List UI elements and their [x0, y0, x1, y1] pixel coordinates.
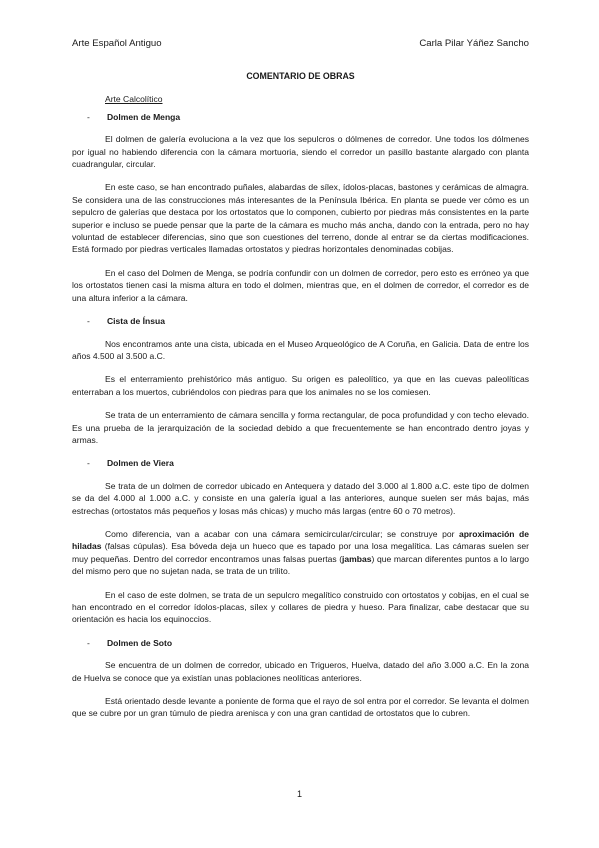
document-body — [72, 70, 529, 729]
header-author: Carla Pilar Yáñez Sancho — [419, 38, 529, 49]
text-run: (falsas cúpulas). Esa bóveda deja un hueco que es tapado por una losa megalítica. Las cámaras suelen ser muy pequeñas. Dentro del corredor encontramos unas falsas puertas ( — [72, 541, 529, 564]
paragraph: Nos encontramos ante una cista, ubicada en el Museo Arqueológico de A Coruña, en Galicia. Data de entre los años 4.500 al 3.500 a.C. — [72, 338, 529, 361]
section-subtitle: Arte Calcolítico — [105, 94, 163, 105]
paragraph: En el caso de este dolmen, se trata de un sepulcro megalítico construido con ortostatos y cobijas, en el cual se han encontrado en el corredor ídolos-placas, sílex y collares de piedra y hueso. Para finalizar, cabe destacar que su orientación es hacia los equinoccios. — [72, 589, 529, 625]
paragraph: Se encuentra de un dolmen de corredor, ubicado en Trigueros, Huelva, datado del año 3.000 a.C. En la zona de Huelva se conoce que ya existían unas poblaciones neolíticas anteriores. — [72, 660, 529, 683]
paragraph: En el caso del Dolmen de Menga, se podría confundir con un dolmen de corredor, pero esto es erróneo ya que los ortostatos tienen casi la misma altura en todo el dolmen, mientras que, en el dolmen de corredor, el corredor es de una altura inferior a la cámara. — [72, 267, 529, 303]
bullet-dash: - — [87, 458, 90, 469]
section-heading-soto — [87, 637, 529, 649]
bullet-dash: - — [87, 637, 90, 648]
heading-text: Dolmen de Soto — [107, 637, 173, 648]
bold-term: jambas — [342, 553, 372, 564]
header-course: Arte Español Antiguo — [72, 38, 162, 49]
section-heading-menga — [87, 111, 529, 123]
paragraph: Se trata de un dolmen de corredor ubicado en Antequera y datado del 3.000 al 1.800 a.C. este tipo de dolmen se da del 4.000 al 1.000 a.C. y consiste en una galería igual a las anteriores, aunque suelen ser más bajas, más estrechas (ortostatos más pequeños y losas más chicas) y mucho más largas (entre 60 o 70 metros). — [72, 480, 529, 516]
heading-text: Dolmen de Viera — [107, 458, 174, 469]
paragraph: En este caso, se han encontrado puñales, alabardas de sílex, ídolos-placas, bastones y cerámicas de almagra. Se considera una de las construcciones más interesantes de la Península Ibérica. En planta se puede ver cómo es un sepulcro de galerías que destaca por los ortostatos que lo componen, cubierto por piedras más consistentes en la parte superior e incluso se puede pensar que la parte de la cámara es mucho más ancha, dando con la entrada, pero no hay voluntad de establecer diferencias, sino que son cuestiones del terreno, donde al entrar se da ciertas modificaciones. Está formado por piedras verticales llamadas ortostatos y piedras horizontales denominadas cobijas. — [72, 182, 529, 255]
paragraph: El dolmen de galería evoluciona a la vez que los sepulcros o dólmenes de corredor. Une todos los dólmenes por igual no habiendo diferencia con la cámara mortuoria, siendo el corredor un pasillo bastante alargado con planta cuadrangular, circular. — [72, 134, 529, 170]
bullet-dash: - — [87, 316, 90, 327]
text-run: Como diferencia, van a acabar con una cámara semicircular/circular; se construye por — [105, 528, 459, 539]
bold-term: aproximación de hiladas — [72, 528, 529, 552]
paragraph: Está orientado desde levante a poniente de forma que el rayo de sol entra por el corredor. Se levanta el dolmen que se cubre por un gran túmulo de piedra arenisca y con una gran cantidad de ortostatos que lo cubren. — [72, 696, 529, 719]
paragraph: Se trata de un enterramiento de cámara sencilla y forma rectangular, de poca profundidad y con techo elevado. Es una prueba de la jerarquización de la sociedad debido a que frecuentemente se han encontrado dentro joyas y armas. — [72, 410, 529, 445]
bullet-dash: - — [87, 111, 90, 122]
section-heading-viera — [87, 457, 529, 469]
page-header — [72, 38, 529, 52]
document-title: COMENTARIO DE OBRAS — [246, 71, 355, 81]
heading-text: Cista de Ínsua — [107, 316, 165, 327]
text-run: ) que marcan diferentes puntos a lo largo del mismo pero que no sujetan nada, se trata de un trilito. — [72, 553, 529, 577]
section-heading-insua — [87, 315, 529, 327]
paragraph: Es el enterramiento prehistórico más antiguo. Su origen es paleolítico, ya que en las cuevas paleolíticas enterraban a los muertos, cubriéndolos con piedras para que los animales no se los comiesen. — [72, 374, 529, 397]
heading-text: Dolmen de Menga — [107, 111, 181, 122]
paragraph-with-bold-terms — [72, 528, 529, 578]
page-number: 1 — [296, 789, 302, 799]
